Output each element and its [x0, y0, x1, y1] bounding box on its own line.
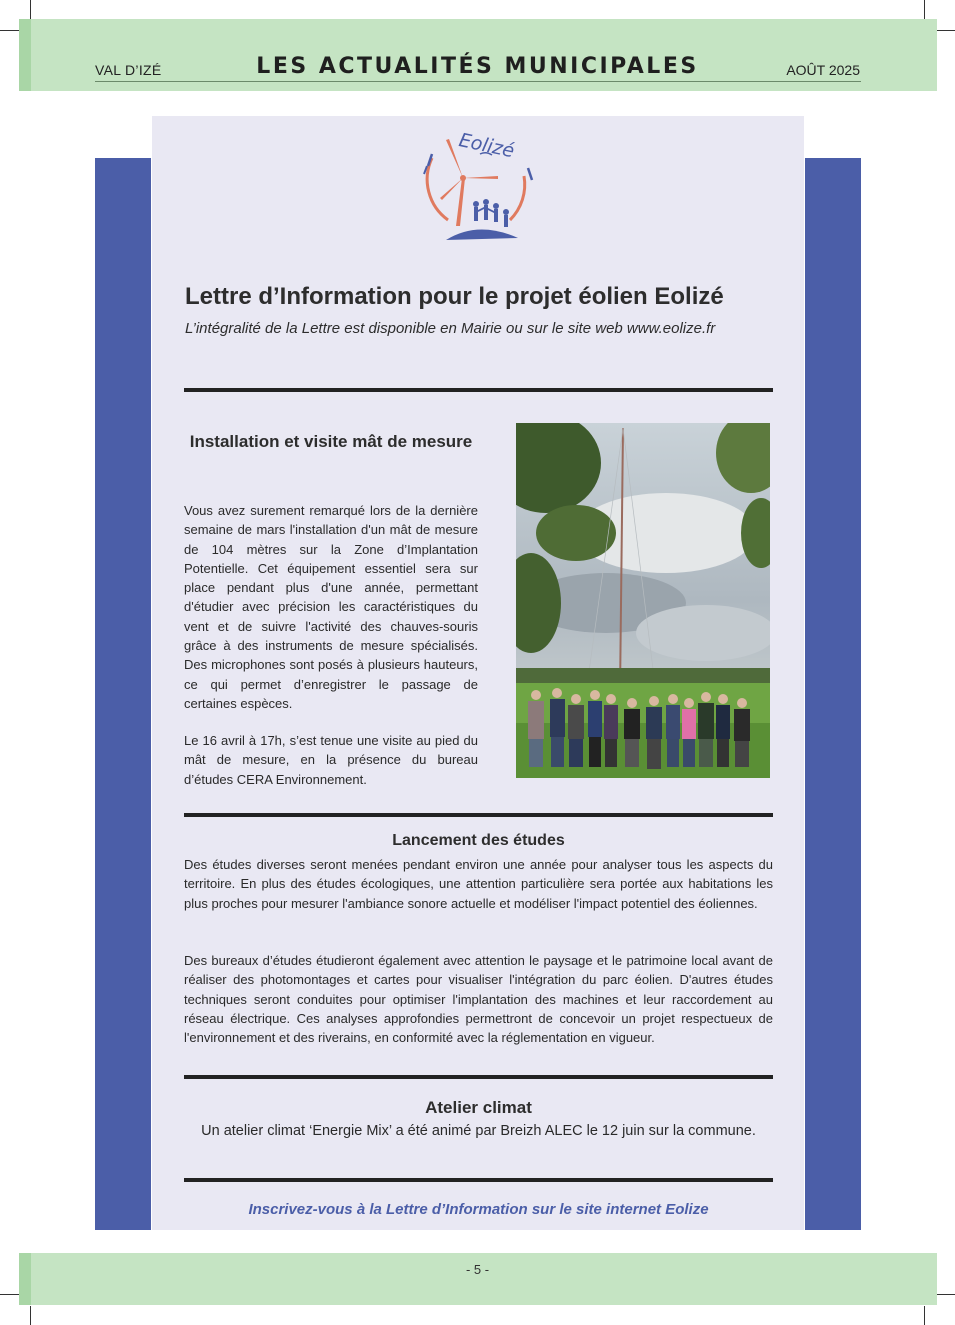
article-subtitle: L’intégralité de la Lettre est disponible en Mairie ou sur le site web www.eolize.fr [185, 320, 716, 337]
crop-mark [30, 0, 31, 19]
section2-title: Lancement des études [392, 832, 565, 849]
crop-mark [30, 1306, 31, 1325]
left-blue-bar [95, 158, 151, 1230]
footer-band [19, 1253, 937, 1305]
measurement-mast-group-photo [516, 423, 770, 778]
section2-paragraph2: Des bureaux d’études étudieront également avec attention le paysage et le patrimoine local avant de réaliser des photomontages et cartes pour visualiser l'intégration du parc éolien. D'autres études techniques seront conduites pour optimiser l'implantation des machines et leur raccordement au réseau électrique. Ces analyses approfondies permettront de concevoir un projet respectueux de l'environnement et des riverains, en conformité avec la réglementation en vigueur. [184, 953, 773, 1046]
newsletter-signup-cta: Inscrivez-vous à la Lettre d’Information sur le site internet Eolize [248, 1201, 709, 1218]
section3-title: Atelier climat [425, 1098, 532, 1117]
crop-mark [936, 30, 955, 31]
section3-text: Un atelier climat ‘Energie Mix’ a été animé par Breizh ALEC le 12 juin sur la commune. [201, 1123, 756, 1139]
article-title: Lettre d’Information pour le projet éolien Eolizé [185, 283, 724, 310]
section2-paragraph1: Des études diverses seront menées pendant environ une année pour analyser tous les aspects du territoire. En plus des études écologiques, une attention particulière sera portée aux habitations les plus proches pour mesurer l'ambiance sonore actuelle et modéliser l'impact potentiel des éoliennes. [184, 857, 773, 911]
section-divider [184, 1178, 773, 1182]
header-date: AOÛT 2025 [786, 62, 860, 78]
wind-turbine-people-logo-icon [418, 128, 538, 243]
section-divider [184, 813, 773, 817]
header-rule [95, 81, 861, 82]
page-number: - 5 - [465, 1262, 490, 1277]
header-title: LES ACTUALITÉS MUNICIPALES [256, 54, 699, 79]
eolize-logo [418, 128, 538, 243]
crop-mark [0, 30, 19, 31]
crop-mark [924, 0, 925, 19]
section-divider [184, 1075, 773, 1079]
crop-mark [936, 1294, 955, 1295]
header-commune: VAL D’IZÉ [95, 62, 162, 78]
section1-paragraph2: Le 16 avril à 17h, s’est tenue une visite au pied du mât de mesure, en la présence du bureau d’études CERA Environnement. [184, 733, 478, 787]
right-blue-bar [805, 158, 861, 1230]
crop-mark [0, 1294, 19, 1295]
crop-mark [924, 1306, 925, 1325]
logo-text: Eolizé [456, 129, 517, 163]
section1-paragraph1: Vous avez surement remarqué lors de la dernière semaine de mars l'installation d'un mât de mesure de 104 mètres sur la Zone d’Implantation Potentielle. Cet équipement essentiel sera sur place pendant plus d'une année, permettant d'étudier avec précision les caractéristiques du vent et de suivre l'activité des chauves-souris grâce à des instruments de mesure spécialisés. Des microphones sont posés à plusieurs hauteurs, ce qui permet d’enregistrer le passage de certaines espèces. [184, 503, 478, 711]
section1-title: Installation et visite mât de mesure [189, 432, 473, 451]
section-divider [184, 388, 773, 392]
